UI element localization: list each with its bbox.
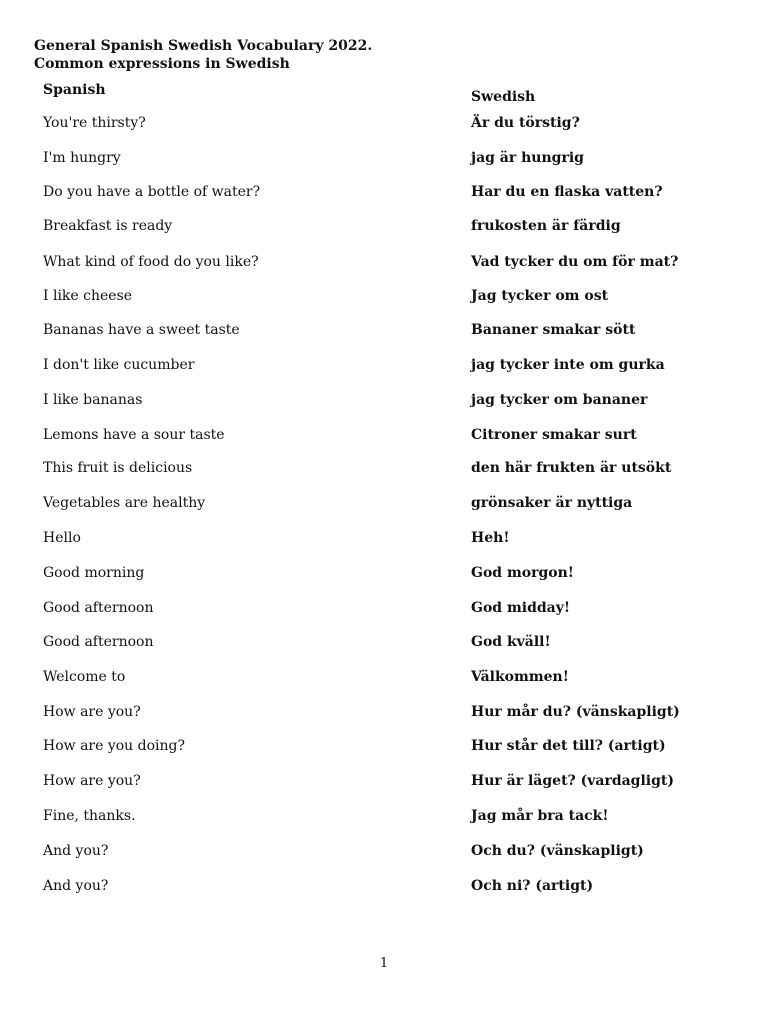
- spanish-phrase: How are you doing?: [43, 738, 186, 754]
- vocabulary-row: [0, 115, 768, 135]
- swedish-phrase: Och du? (vänskapligt): [471, 843, 644, 859]
- vocabulary-row: [0, 495, 768, 515]
- vocabulary-row: [0, 392, 768, 412]
- vocabulary-row: [0, 843, 768, 863]
- vocabulary-row: [0, 669, 768, 689]
- vocabulary-row: [0, 704, 768, 724]
- vocabulary-row: [0, 184, 768, 204]
- vocabulary-row: [0, 460, 768, 480]
- spanish-phrase: Fine, thanks.: [43, 808, 136, 824]
- vocabulary-row: [0, 634, 768, 654]
- swedish-phrase: God midday!: [471, 600, 571, 616]
- spanish-phrase: This fruit is delicious: [43, 460, 193, 476]
- swedish-phrase: Och ni? (artigt): [471, 878, 594, 894]
- spanish-phrase: Vegetables are healthy: [43, 495, 206, 511]
- spanish-phrase: And you?: [43, 878, 109, 894]
- swedish-phrase: jag tycker inte om gurka: [471, 357, 665, 373]
- title-line-2: Common expressions in Swedish: [34, 56, 290, 72]
- vocabulary-row: [0, 218, 768, 238]
- vocabulary-row: [0, 288, 768, 308]
- spanish-phrase: Do you have a bottle of water?: [43, 184, 261, 200]
- spanish-phrase: Good afternoon: [43, 600, 154, 616]
- swedish-phrase: Välkommen!: [471, 669, 569, 685]
- vocabulary-row: [0, 322, 768, 342]
- vocabulary-row: [0, 773, 768, 793]
- vocabulary-row: [0, 878, 768, 898]
- swedish-phrase: Citroner smakar surt: [471, 427, 637, 443]
- spanish-phrase: Bananas have a sweet taste: [43, 322, 240, 338]
- vocabulary-row: [0, 357, 768, 377]
- swedish-phrase: Jag tycker om ost: [471, 288, 609, 304]
- swedish-phrase: Vad tycker du om för mat?: [471, 254, 679, 270]
- spanish-phrase: You're thirsty?: [43, 115, 146, 131]
- swedish-phrase: Hur är läget? (vardagligt): [471, 773, 674, 789]
- spanish-phrase: How are you?: [43, 773, 141, 789]
- spanish-phrase: Good morning: [43, 565, 145, 581]
- swedish-phrase: jag tycker om bananer: [471, 392, 648, 408]
- vocabulary-row: [0, 427, 768, 447]
- spanish-phrase: Breakfast is ready: [43, 218, 173, 234]
- spanish-phrase: I'm hungry: [43, 150, 121, 166]
- spanish-phrase: I like bananas: [43, 392, 143, 408]
- column-header-spanish: Spanish: [43, 82, 106, 98]
- spanish-phrase: Good afternoon: [43, 634, 154, 650]
- swedish-phrase: God morgon!: [471, 565, 574, 581]
- spanish-phrase: How are you?: [43, 704, 141, 720]
- swedish-phrase: Hur står det till? (artigt): [471, 738, 666, 754]
- swedish-phrase: frukosten är färdig: [471, 218, 621, 234]
- swedish-phrase: grönsaker är nyttiga: [471, 495, 633, 511]
- swedish-phrase: Har du en flaska vatten?: [471, 184, 663, 200]
- swedish-phrase: Jag mår bra tack!: [471, 808, 609, 824]
- spanish-phrase: Hello: [43, 530, 81, 546]
- swedish-phrase: den här frukten är utsökt: [471, 460, 672, 476]
- vocabulary-row: [0, 254, 768, 274]
- spanish-phrase: What kind of food do you like?: [43, 254, 259, 270]
- vocabulary-row: [0, 808, 768, 828]
- spanish-phrase: Lemons have a sour taste: [43, 427, 225, 443]
- spanish-phrase: I don't like cucumber: [43, 357, 195, 373]
- swedish-phrase: Hur mår du? (vänskapligt): [471, 704, 680, 720]
- swedish-phrase: jag är hungrig: [471, 150, 584, 166]
- vocabulary-row: [0, 600, 768, 620]
- vocabulary-row: [0, 738, 768, 758]
- vocabulary-row: [0, 150, 768, 170]
- vocabulary-row: [0, 530, 768, 550]
- swedish-phrase: Heh!: [471, 530, 510, 546]
- page-number: 1: [379, 956, 389, 971]
- title-line-1: General Spanish Swedish Vocabulary 2022.: [34, 38, 373, 54]
- swedish-phrase: God kväll!: [471, 634, 551, 650]
- spanish-phrase: And you?: [43, 843, 109, 859]
- spanish-phrase: I like cheese: [43, 288, 133, 304]
- vocabulary-row: [0, 565, 768, 585]
- swedish-phrase: Bananer smakar sött: [471, 322, 636, 338]
- column-header-swedish: Swedish: [471, 89, 536, 105]
- swedish-phrase: Är du törstig?: [471, 115, 580, 131]
- spanish-phrase: Welcome to: [43, 669, 126, 685]
